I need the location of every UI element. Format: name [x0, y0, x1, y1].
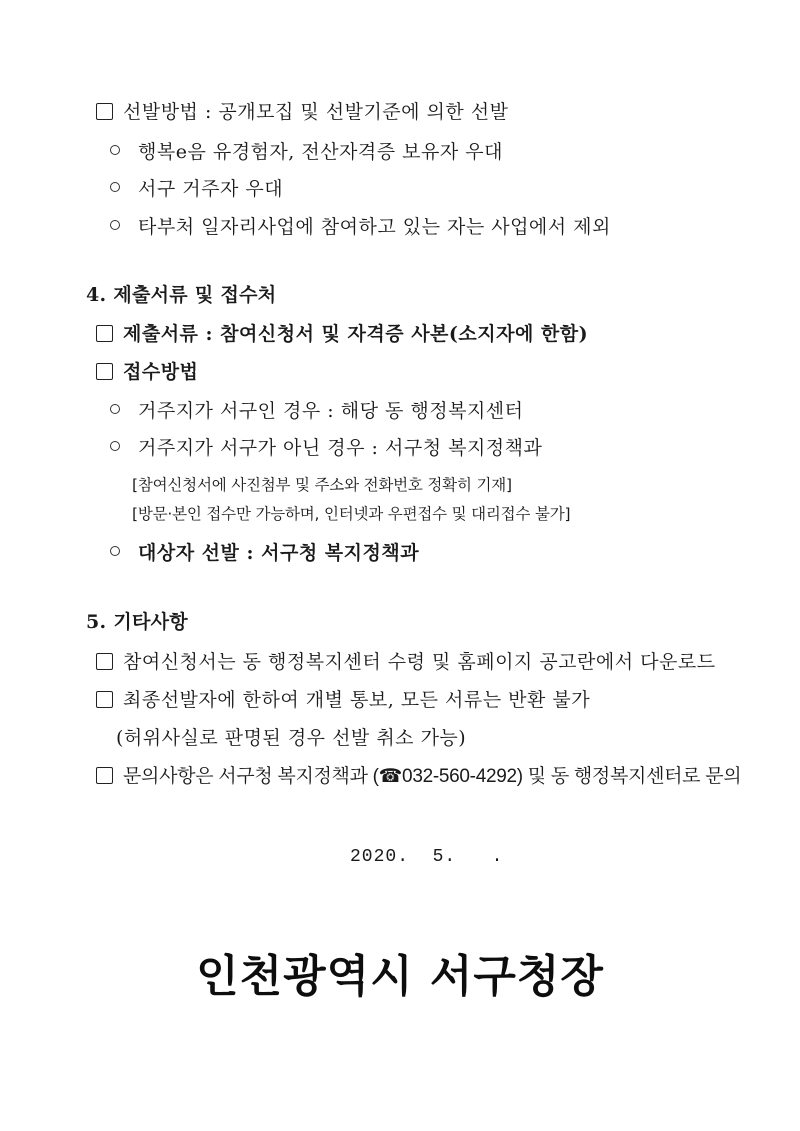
reception-method-item [96, 360, 198, 384]
circle-bullet-icon [110, 220, 120, 230]
other-item [96, 650, 716, 674]
bullet-text: 서구 거주자 우대 [138, 178, 284, 200]
section-5-heading: 5. 기타사항 [86, 611, 188, 633]
circle-bullet-icon [110, 546, 120, 556]
checkbox-icon [96, 767, 113, 784]
bullet-text: 타부처 일자리사업에 참여하고 있는 자는 사업에서 제외 [138, 216, 611, 238]
note-line: [참여신청서에 사진첨부 및 주소와 전화번호 정확히 기재] [132, 476, 512, 494]
bullet-item [110, 399, 524, 423]
bullet-item [110, 541, 419, 565]
section-4-heading: 4. 제출서류 및 접수처 [86, 284, 277, 306]
circle-bullet-icon [110, 145, 120, 155]
phone-icon: ☎ [378, 766, 403, 787]
other-item [96, 688, 590, 712]
inquiry-item [96, 765, 741, 789]
inquiry-suffix: ) 및 동 행정복지센터로 문의 [516, 766, 742, 787]
reception-method-text: 접수방법 [123, 361, 199, 383]
checkbox-icon [96, 103, 113, 120]
bullet-item [110, 140, 503, 164]
documents-item [96, 322, 588, 346]
bullet-item [110, 177, 283, 201]
bullet-text: 거주지가 서구인 경우 : 해당 동 행정복지센터 [138, 400, 524, 422]
other-item-text: 참여신청서는 동 행정복지센터 수령 및 홈페이지 공고란에서 다운로드 [123, 651, 716, 673]
bullet-item [110, 215, 611, 239]
bullet-item [110, 436, 542, 460]
issuer-signature: 인천광역시 서구청장 [196, 951, 604, 1002]
documents-text: 제출서류 : 참여신청서 및 자격증 사본(소지자에 한함) [123, 323, 589, 345]
checkbox-icon [96, 653, 113, 670]
checkbox-icon [96, 325, 113, 342]
circle-bullet-icon [110, 441, 120, 451]
other-item-text: 최종선발자에 한하여 개별 통보, 모든 서류는 반환 불가 [123, 689, 591, 711]
checkbox-icon [96, 691, 113, 708]
bullet-text: 행복e음 유경험자, 전산자격증 보유자 우대 [138, 141, 503, 163]
inquiry-prefix: 문의사항은 서구청 복지정책과 ( [123, 766, 379, 787]
circle-bullet-icon [110, 404, 120, 414]
bullet-text: 거주지가 서구가 아닌 경우 : 서구청 복지정책과 [138, 437, 543, 459]
sub-note: (허위사실로 판명된 경우 선발 취소 가능) [116, 727, 467, 749]
document-date: 2020. 5. . [350, 847, 504, 867]
selection-method-text: 선발방법 : 공개모집 및 선발기준에 의한 선발 [123, 101, 509, 123]
circle-bullet-icon [110, 182, 120, 192]
selection-method-item [96, 100, 509, 124]
checkbox-icon [96, 363, 113, 380]
note-line: [방문·본인 접수만 가능하며, 인터넷과 우편접수 및 대리접수 불가] [132, 505, 571, 523]
bullet-text: 대상자 선발 : 서구청 복지정책과 [138, 542, 420, 564]
phone-number: 032-560-4292 [402, 766, 517, 787]
